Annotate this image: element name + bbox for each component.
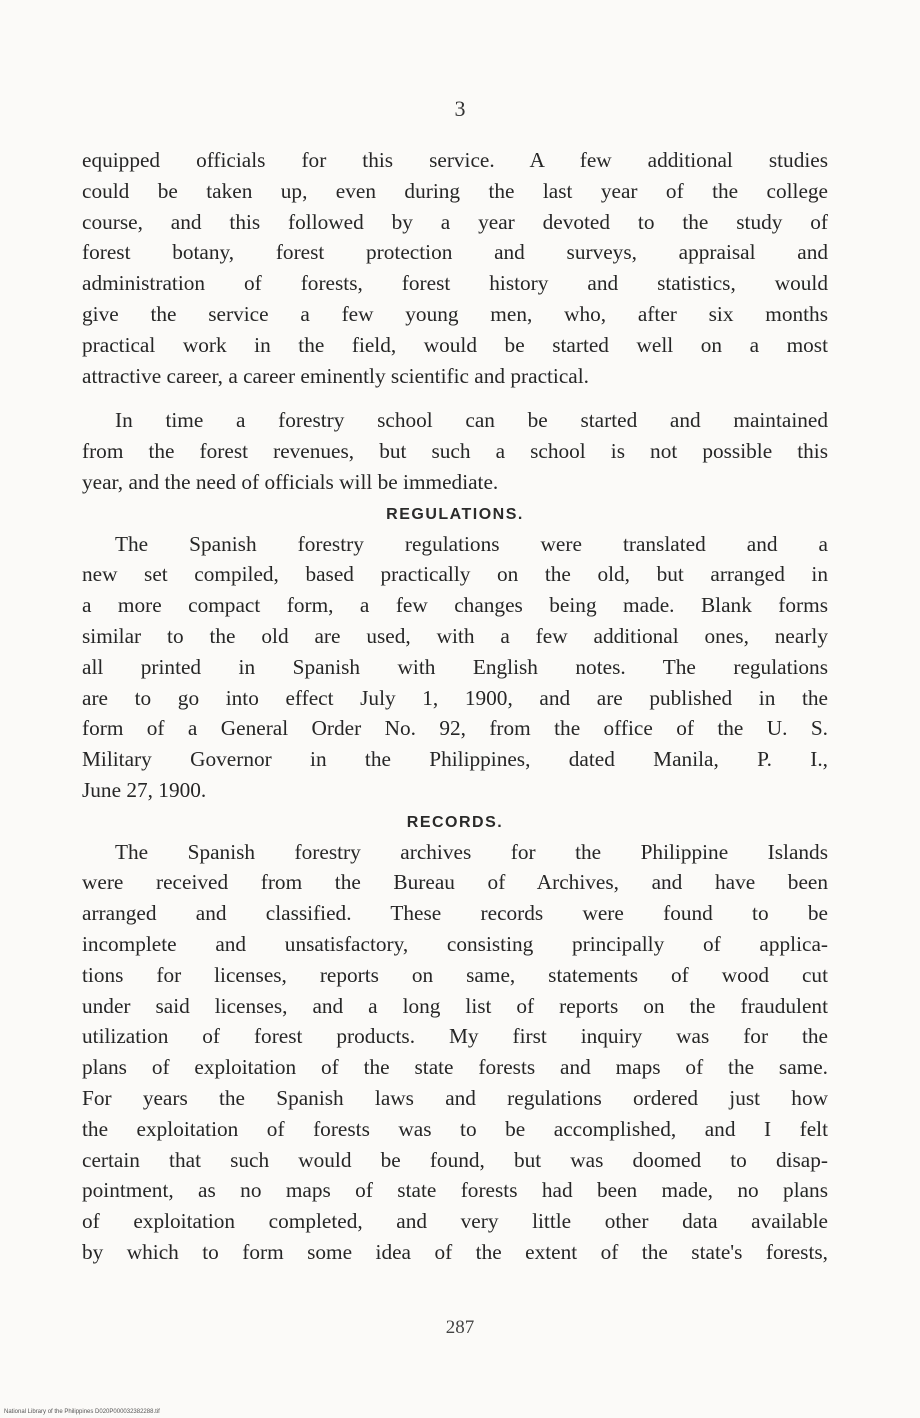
body-text xyxy=(82,145,828,1268)
paragraph-3 xyxy=(82,529,828,806)
text-line: administration of forests, forest history and statistics, would xyxy=(82,271,828,296)
text-line: arranged and classified. These records were found to be xyxy=(82,901,828,926)
page-number-top: 3 xyxy=(454,96,466,121)
text-line: of exploitation completed, and very little other data available xyxy=(82,1209,828,1234)
text-line: certain that such would be found, but was doomed to disap- xyxy=(82,1147,828,1172)
text-line: Military Governor in the Philippines, dated Manila, P. I., xyxy=(82,747,828,772)
text-line: utilization of forest products. My first inquiry was for the xyxy=(82,1024,828,1049)
heading-records: RECORDS. xyxy=(406,813,504,831)
heading-regulations: REGULATIONS. xyxy=(386,505,524,523)
text-line: incomplete and unsatisfactory, consisting principally of applica- xyxy=(82,931,828,956)
text-line: form of a General Order No. 92, from the office of the U. S. xyxy=(82,716,828,741)
text-line: June 27, 1900. xyxy=(82,777,207,802)
text-line: give the service a few young men, who, after six months xyxy=(82,301,828,326)
text-line: new set compiled, based practically on the old, but arranged in xyxy=(82,562,828,587)
text-line: forest botany, forest protection and surveys, appraisal and xyxy=(82,240,828,265)
text-line: the exploitation of forests was to be accomplished, and I felt xyxy=(82,1116,828,1141)
text-line: For years the Spanish laws and regulations ordered just how xyxy=(82,1085,828,1110)
text-line: by which to form some idea of the extent of the state's forests, xyxy=(82,1239,828,1264)
text-line: all printed in Spanish with English notes. The regulations xyxy=(82,654,828,679)
text-line: were received from the Bureau of Archives, and have been xyxy=(82,870,828,895)
text-line: tions for licenses, reports on same, statements of wood cut xyxy=(82,962,828,987)
text-line: The Spanish forestry regulations were translated and a xyxy=(115,531,828,556)
page-number-bottom: 287 xyxy=(445,1317,475,1338)
paragraph-1 xyxy=(82,145,828,391)
text-line: practical work in the field, would be started well on a most xyxy=(82,332,828,357)
text-line: under said licenses, and a long list of reports on the fraudulent xyxy=(82,993,828,1018)
text-line: similar to the old are used, with a few additional ones, nearly xyxy=(82,623,828,648)
text-line: The Spanish forestry archives for the Philippine Islands xyxy=(115,839,828,864)
text-line: pointment, as no maps of state forests had been made, no plans xyxy=(82,1178,828,1203)
paragraph-4 xyxy=(82,837,828,1268)
text-line: year, and the need of officials will be immediate. xyxy=(82,469,499,494)
text-line: attractive career, a career eminently scientific and practical. xyxy=(82,363,589,388)
text-line: equipped officials for this service. A few additional studies xyxy=(82,148,828,172)
text-line: plans of exploitation of the state forests and maps of the same. xyxy=(82,1055,828,1080)
text-line: could be taken up, even during the last year of the college xyxy=(82,178,828,203)
text-line: are to go into effect July 1, 1900, and are published in the xyxy=(82,685,828,710)
text-line: from the forest revenues, but such a school is not possible this xyxy=(82,439,828,464)
archive-footer: National Library of the Philippines D020P000032382288.tif xyxy=(4,1409,160,1415)
text-line: a more compact form, a few changes being made. Blank forms xyxy=(82,593,828,618)
paragraph-2 xyxy=(82,405,828,497)
text-line: course, and this followed by a year devoted to the study of xyxy=(82,209,828,234)
text-line: In time a forestry school can be started and maintained xyxy=(115,408,828,433)
